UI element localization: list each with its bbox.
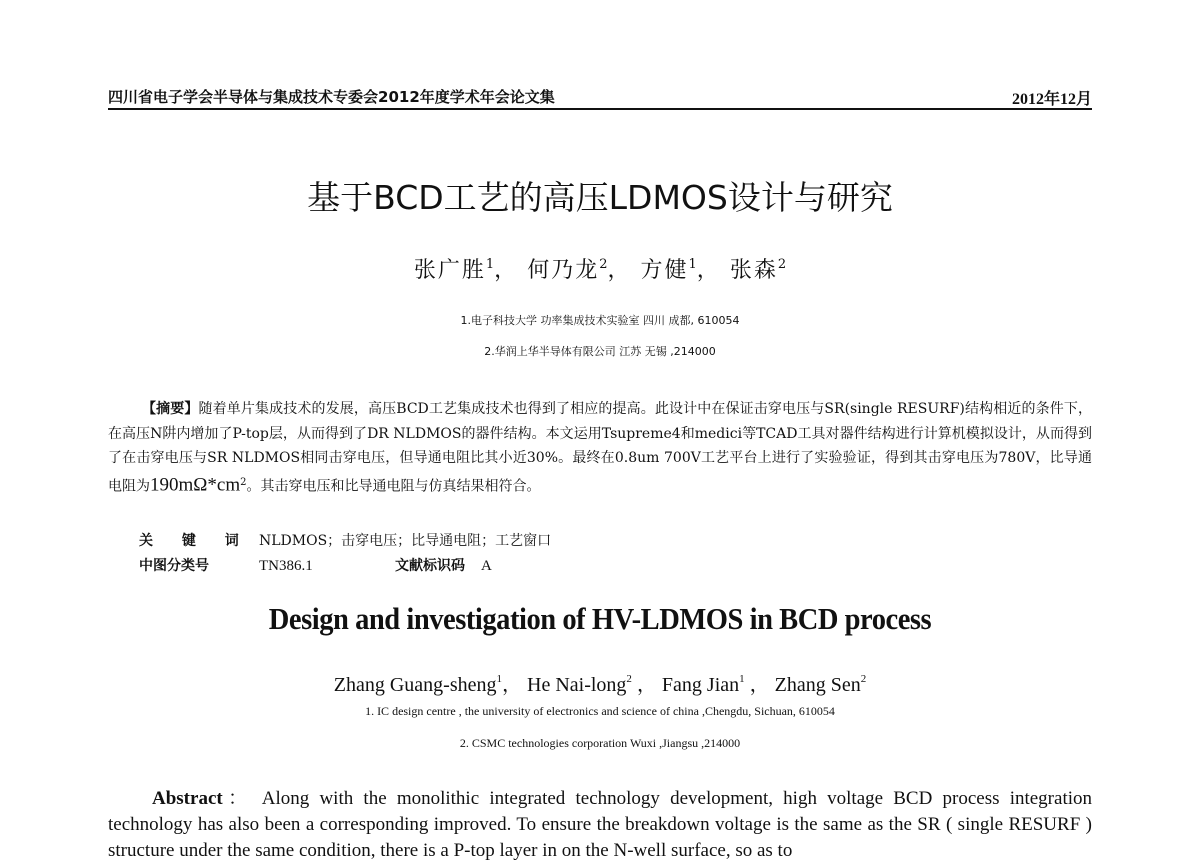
running-header: [108, 84, 1092, 110]
publication-date: 2012年12月: [1011, 91, 1092, 108]
separator: ，: [494, 258, 519, 283]
author-name: 张广胜: [413, 258, 486, 283]
classification-label: 中图分类号: [139, 558, 209, 574]
abstract-en-text: Along with the monolithic integrated technology development, high voltage BCD process integration technology has also been a corresponding improved. To ensure the breakdown voltage is the same as the SR ( single RESURF ) structure under the same condition, there is a P-top layer in on the N-well surface, so as to: [108, 788, 1092, 861]
separator: ，: [696, 258, 721, 283]
paper-title-chinese: 基于BCD工艺的高压LDMOS设计与研究: [307, 178, 893, 217]
paper-title-english: Design and investigation of HV-LDMOS in BCD process: [268, 601, 932, 636]
formula-exponent: 2: [240, 476, 247, 488]
keywords-label: 关 键 词: [139, 533, 251, 549]
affiliation-cn-2: 2.华润上华半导体有限公司 江苏 无锡 ,214000: [484, 345, 716, 358]
author-affil-mark: 1: [739, 673, 745, 685]
abstract-cn-text-end: 。其击穿电压和比导通电阻与仿真结果相符合。: [246, 478, 541, 495]
abstract-en-colon: ：: [222, 788, 253, 809]
abstract-chinese: [108, 397, 1092, 499]
doc-code-value: A: [481, 558, 492, 574]
abstract-english: [108, 786, 1092, 864]
author-affil-mark: 1: [688, 257, 697, 272]
abstract-en-label: Abstract: [152, 788, 223, 809]
author-name: 方健: [640, 258, 689, 283]
separator: ，: [744, 674, 770, 696]
authors-english: [0, 668, 1200, 697]
doc-code-label: 文献标识码: [395, 558, 465, 574]
authors-chinese: [0, 253, 1200, 284]
author-affil-mark: 1: [496, 673, 502, 685]
affiliation-en-1: 1. IC design centre , the university of electronics and science of china ,Chengdu, Sichuan, 610054: [365, 704, 835, 718]
author-name: 张森: [729, 258, 778, 283]
keywords-value: NLDMOS；击穿电压；比导通电阻；工艺窗口: [259, 533, 552, 549]
separator: ，: [607, 258, 632, 283]
separator: ，: [631, 674, 657, 696]
keywords-line: [139, 530, 551, 550]
author-affil-mark: 2: [626, 673, 632, 685]
journal-name: 四川省电子学会半导体与集成技术专委会2012年度学术年会论文集: [108, 88, 555, 106]
author-name: Zhang Sen: [774, 674, 861, 696]
classification-line: [139, 555, 492, 575]
author-affil-mark: 2: [777, 257, 787, 272]
author-name: 何乃龙: [527, 258, 600, 283]
affiliation-en-2: 2. CSMC technologies corporation Wuxi ,Jiangsu ,214000: [459, 736, 741, 750]
separator: ，: [502, 674, 522, 696]
author-affil-mark: 2: [860, 673, 867, 685]
author-name: Fang Jian: [661, 674, 740, 696]
author-name: He Nai-long: [527, 674, 627, 696]
author-affil-mark: 1: [485, 257, 495, 272]
resistance-formula: 190mΩ*cm: [150, 474, 241, 496]
author-affil-mark: 2: [599, 257, 608, 272]
affiliation-cn-1: 1.电子科技大学 功率集成技术实验室 四川 成都, 610054: [460, 314, 740, 327]
author-name: Zhang Guang-sheng: [333, 674, 497, 696]
abstract-cn-text: 随着单片集成技术的发展，高压BCD工艺集成技术也得到了相应的提高。此设计中在保证击穿电压与SR(single RESURF)结构相近的条件下，在高压N阱内增加了P-top层，从而得到了DR NLDMOS的器件结构。本文运用Tsupreme4和medici等TCAD工具对器件结构进行计算机模拟设计，从而得到了在击穿电压与SR NLDMOS相同击穿电压，但导通电阻比其小近30%。最终在0.8um 700V工艺平台上进行了实验验证，得到其击穿电压为780V，比导通电阻为: [108, 401, 1093, 495]
classification-value: TN386.1: [259, 558, 313, 574]
abstract-cn-label: 【摘要】: [142, 401, 199, 417]
